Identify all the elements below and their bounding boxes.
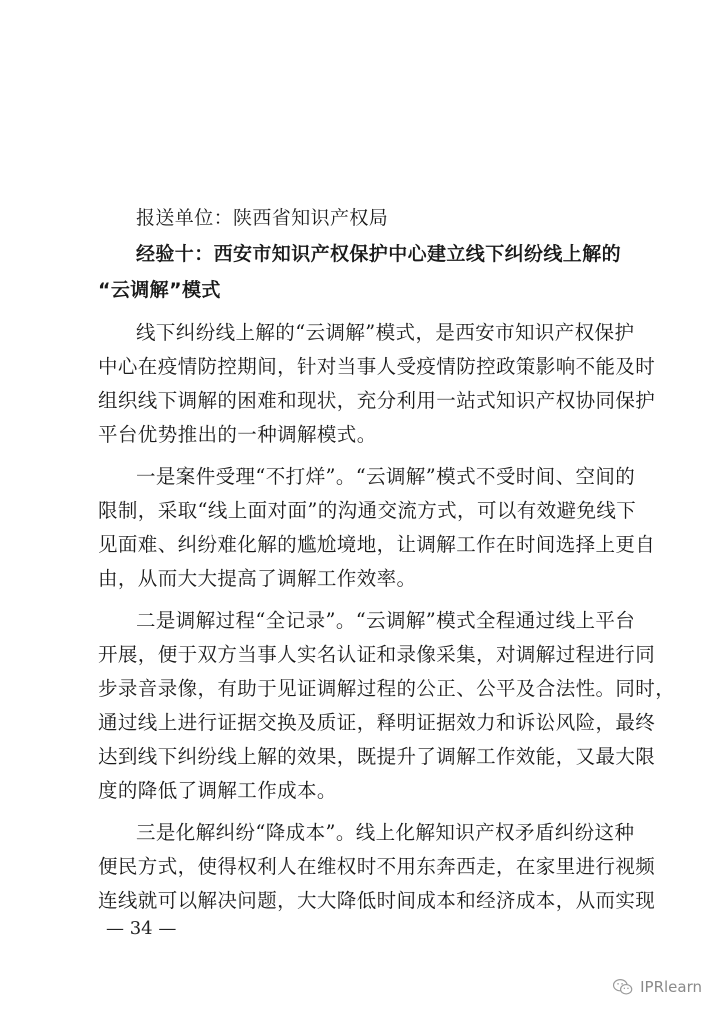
document-body	[98, 200, 676, 918]
paragraph-line: 三是化解纠纷“降成本”。线上化解知识产权矛盾纠纷这种	[136, 821, 635, 844]
paragraph-line: 由，从而大大提高了调解工作效率。	[98, 567, 417, 590]
paragraph-line: 平台优势推出的一种调解模式。	[98, 423, 377, 446]
watermark	[612, 978, 702, 996]
watermark-text: IPRlearn	[640, 978, 702, 996]
paragraph-line: 开展，便于双方当事人实名认证和录像采集，对调解过程进行同	[98, 643, 656, 666]
paragraph-point-two	[98, 604, 676, 808]
paragraph-point-three	[98, 816, 656, 918]
paragraph-line: 组织线下调解的困难和现状，充分利用一站式知识产权协同保护	[98, 389, 656, 412]
paragraph-line: 线下纠纷线上解的“云调解”模式，是西安市知识产权保护	[136, 321, 635, 344]
sender-line: 报送单位：陕西省知识产权局	[136, 207, 389, 229]
paragraph-line: 通过线上进行证据交换及质证，释明证据效力和诉讼风险，最终	[98, 711, 656, 734]
section-heading-line-2: “云调解”模式	[98, 279, 221, 301]
paragraph-line: 度的降低了调解工作成本。	[98, 779, 337, 802]
paragraph-line: 连线就可以解决问题，大大降低时间成本和经济成本，从而实现	[98, 889, 656, 912]
paragraph-line: 中心在疫情防控期间，针对当事人受疫情防控政策影响不能及时	[98, 355, 656, 378]
paragraph-intro	[98, 316, 656, 452]
paragraph-line: 二是调解过程“全记录”。“云调解”模式全程通过线上平台	[136, 609, 636, 632]
paragraph-line: 达到线下纠纷线上解的效果，既提升了调解工作效能，又最大限	[98, 745, 656, 768]
section-heading-line-1: 经验十：西安市知识产权保护中心建立线下纠纷线上解的	[136, 243, 622, 265]
paragraph-line: 便民方式，使得权利人在维权时不用东奔西走，在家里进行视频	[98, 855, 656, 878]
paragraph-line: 步录音录像，有助于见证调解过程的公正、公平及合法性。同时，	[98, 677, 676, 700]
wechat-icon	[612, 978, 634, 996]
paragraph-line: 一是案件受理“不打烊”。“云调解”模式不受时间、空间的	[136, 465, 636, 488]
page-number: — 34 —	[106, 918, 177, 939]
paragraph-point-one	[98, 460, 656, 596]
paragraph-line: 见面难、纠纷难化解的尴尬境地，让调解工作在时间选择上更自	[98, 533, 656, 556]
paragraph-line: 限制，采取“线上面对面”的沟通交流方式，可以有效避免线下	[98, 499, 637, 522]
